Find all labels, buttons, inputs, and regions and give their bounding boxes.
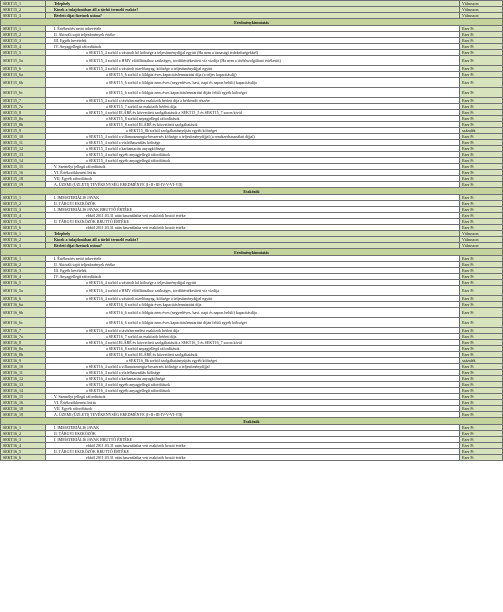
unit-cell: Ezer Ft xyxy=(460,370,503,376)
row-label: VII. Egyéb ráfordítások xyxy=(46,406,460,412)
row-label: ebből 2011.03.31 után használatba vett eszközök bruttó értéke xyxy=(46,443,460,449)
unit-cell: Ezer Ft xyxy=(460,170,503,176)
row-code: SEKT15_8a xyxy=(1,116,46,122)
row-code: SEKT16_8 xyxy=(1,340,46,346)
row-code: SEKT16_3 xyxy=(1,243,46,249)
row-code: SEKT16_1 xyxy=(1,256,46,262)
unit-cell: Ezer Ft xyxy=(460,268,503,274)
row-label: a SEKT16_4 sorból a villamosenergia-beszerzés költsége a teljesítménydíjjal xyxy=(46,364,460,370)
unit-cell: Ezer Ft xyxy=(460,340,503,346)
row-label: a SEKT16_7 sorból az eszközök bérleti díja xyxy=(46,334,460,340)
row-label: II. Aktivált saját teljesítmények értéke xyxy=(46,32,460,38)
row-label: A. ÜZEMI (ÜZLETI) TEVÉKENYSÉG EREDMÉNYE (I+II+III-IV-V-VI-VII) xyxy=(46,412,460,418)
row-code: SEKT15_19 xyxy=(1,182,46,188)
row-label: a SEKT15_6 sorból a földgáz nem éves (negyedéves, havi, napi és napon belüli) kapacitásdíja xyxy=(46,78,460,88)
row-label: IV. Anyagjellegű ráfordítások xyxy=(46,44,460,50)
unit-cell: Ezer Ft xyxy=(460,308,503,318)
row-code: SEKT15_2 xyxy=(1,32,46,38)
row-label: III. Egyéb bevételek xyxy=(46,38,460,44)
row-code: SEKT16_7a xyxy=(1,334,46,340)
unit-cell: Ezer Ft xyxy=(460,44,503,50)
unit-cell: Ezer Ft xyxy=(460,78,503,88)
row-label: a SEKT15_6 sorból a földgáz éves kapacitásfenntartási díja (a teljes kapacitásdíj) xyxy=(46,72,460,78)
unit-cell: százalék xyxy=(460,128,503,134)
row-code: SEKT16_3 xyxy=(1,437,46,443)
row-code: SEKT16_6 xyxy=(1,296,46,302)
row-label: II. Aktivált saját teljesítmények értéke xyxy=(46,262,460,268)
row-code: SEKT15_6 xyxy=(1,66,46,72)
row-code: SEKT15_7a xyxy=(1,104,46,110)
row-label: II. TÁRGYI ESZKÖZÖK xyxy=(46,201,460,207)
select-dropdown[interactable]: Válasszon xyxy=(460,243,503,249)
row-label: a SEKT15_6 sorból a földgáz nem éves kapacitásfenntartási díján felüli egyéb költségei xyxy=(46,88,460,98)
row-code: SEKT16_5 xyxy=(1,449,46,455)
unit-cell: Ezer Ft xyxy=(460,195,503,201)
table-row xyxy=(1,78,503,88)
section-title: Eszközök xyxy=(1,418,503,425)
unit-cell: Ezer Ft xyxy=(460,262,503,268)
unit-cell: Ezer Ft xyxy=(460,158,503,164)
row-label: a SEKT15_7 sorból az eszközök bérleti díja xyxy=(46,104,460,110)
unit-cell: Ezer Ft xyxy=(460,26,503,32)
row-code: SEKT16_2 xyxy=(1,237,46,243)
row-code: SEKT15_16 xyxy=(1,170,46,176)
row-label: a SEKT16_6 sorból a földgáz nem éves (negyedéves, havi, napi és napon belüli) kapacitásdíja xyxy=(46,308,460,318)
row-code: SEKT16_4 xyxy=(1,443,46,449)
unit-cell: Ezer Ft xyxy=(460,388,503,394)
row-code: SEKT15_7 xyxy=(1,98,46,104)
unit-cell: Ezer Ft xyxy=(460,110,503,116)
row-code: SEKT16_18 xyxy=(1,406,46,412)
row-code: SEKT16_8b xyxy=(1,352,46,358)
row-code: SEKT15_8 xyxy=(1,110,46,116)
unit-cell: Ezer Ft xyxy=(460,116,503,122)
unit-cell: Ezer Ft xyxy=(460,334,503,340)
row-label: a SEKT16_8 sorból ELÁBÉ és közvetített szolgáltatások xyxy=(46,352,460,358)
section-title: Eredménykimutatás xyxy=(1,19,503,26)
table-row xyxy=(1,56,503,66)
row-code: SEKT15_13 xyxy=(1,152,46,158)
unit-cell: Ezer Ft xyxy=(460,328,503,334)
unit-cell: Ezer Ft xyxy=(460,449,503,455)
row-label: ebből 2011.03.31 után használatba vett eszközök bruttó értéke xyxy=(46,455,460,461)
unit-cell: Ezer Ft xyxy=(460,346,503,352)
row-code: SEKT16_1 xyxy=(1,231,46,237)
row-code: SEKT16_6b xyxy=(1,308,46,318)
row-label: I. IMMATERIÁLIS JAVAK BRUTTÓ ÉRTÉKE xyxy=(46,207,460,213)
row-code: SEKT15_1 xyxy=(1,1,46,7)
row-code: SEKT16_12 xyxy=(1,376,46,382)
row-code: SEKT16_6c xyxy=(1,318,46,328)
section-header-row xyxy=(1,188,503,195)
unit-cell: Ezer Ft xyxy=(460,140,503,146)
row-label: IV. Anyagjellegű ráfordítások xyxy=(46,274,460,280)
row-label: a SEKT16_8 sorból anyagjellegű ráfordítások xyxy=(46,346,460,352)
unit-cell: Ezer Ft xyxy=(460,318,503,328)
section-title: Eredménykimutatás xyxy=(1,249,503,256)
unit-cell: Ezer Ft xyxy=(460,443,503,449)
row-code: SEKT16_4 xyxy=(1,274,46,280)
unit-cell: Ezer Ft xyxy=(460,455,503,461)
row-code: SEKT15_18 xyxy=(1,176,46,182)
row-label: a SEKT15_4 sorból a távhőtermelési eszközök bérleti díja a bérbeadó részére xyxy=(46,98,460,104)
row-label: II. TÁRGYI ESZKÖZÖK BRUTTÓ ÉRTÉKE xyxy=(46,219,460,225)
row-code: SEKT16_14 xyxy=(1,388,46,394)
row-label: a SEKT16_6 sorból a földgáz nem éves kapacitásfenntartási díján felüli egyéb költségei xyxy=(46,318,460,328)
row-code: SEKT16_10 xyxy=(1,364,46,370)
row-label: I. IMMATERIÁLIS JAVAK xyxy=(46,425,460,431)
table-row xyxy=(1,318,503,328)
row-label: Bérleti díjat fizetnek utána? xyxy=(46,243,460,249)
row-label: a SEKT15_4 sorból a vásárolt tüzelőanyag, költsége a teljesítménydíjjal együtt xyxy=(46,66,460,72)
unit-cell: Ezer Ft xyxy=(460,382,503,388)
row-code: SEKT15_3 xyxy=(1,38,46,44)
row-label: III. Egyéb bevételek xyxy=(46,268,460,274)
row-code: SEKT15_10 xyxy=(1,134,46,140)
unit-cell: százalék xyxy=(460,358,503,364)
unit-cell: Ezer Ft xyxy=(460,425,503,431)
unit-cell: Ezer Ft xyxy=(460,134,503,140)
unit-cell: Ezer Ft xyxy=(460,56,503,66)
row-code: SEKT16_3 xyxy=(1,268,46,274)
table-row xyxy=(1,88,503,98)
row-code: SEKT15_6 xyxy=(1,225,46,231)
row-code: SEKT15_2 xyxy=(1,201,46,207)
select-dropdown[interactable]: Válasszon xyxy=(460,13,503,19)
unit-cell: Ezer Ft xyxy=(460,122,503,128)
unit-cell: Ezer Ft xyxy=(460,152,503,158)
unit-cell: Ezer Ft xyxy=(460,32,503,38)
table-row xyxy=(1,308,503,318)
row-code: SEKT15_4 xyxy=(1,213,46,219)
unit-cell: Ezer Ft xyxy=(460,38,503,44)
section-title: Eszközök xyxy=(1,188,503,195)
row-label: a SEKT15_4 sorból egyéb anyagjellegű ráfordítások xyxy=(46,158,460,164)
unit-cell: Ezer Ft xyxy=(460,201,503,207)
unit-cell: Ezer Ft xyxy=(460,219,503,225)
unit-cell: Ezer Ft xyxy=(460,146,503,152)
select-dropdown[interactable]: Válasszon xyxy=(460,231,503,237)
unit-cell: Ezer Ft xyxy=(460,376,503,382)
row-label: a SEKT15_4 sorból a villamosenergia-beszerzés költsége a teljesítménydíjjal (a rendszerhasználati díjjal) xyxy=(46,134,460,140)
row-label: a SEKT15_4 sorból a HMV előállításához szükséges, továbbértékesített víz vízdíja (Ha nem a távhőszolgáltató értékesíti) xyxy=(46,56,460,66)
row-label: I. IMMATERIÁLIS JAVAK BRUTTÓ ÉRTÉKE xyxy=(46,437,460,443)
row-label: V. Személyi jellegű ráfordítások xyxy=(46,394,460,400)
row-code: SEKT15_3 xyxy=(1,13,46,19)
row-label: Telephely xyxy=(46,1,460,7)
row-label: a SEKT15_8b sorból szolgáltatásnyújtás egyéb költségei xyxy=(46,128,460,134)
select-dropdown[interactable]: Válasszon xyxy=(460,7,503,13)
row-code: SEKT15_12 xyxy=(1,146,46,152)
row-label: I. IMMATERIÁLIS JAVAK xyxy=(46,195,460,201)
unit-cell: Ezer Ft xyxy=(460,72,503,78)
row-label: a SEKT16_4 sorból ELÁBÉ és közvetített szolgáltatások a SEKT16_5 és SEKT16_7 soron kívül xyxy=(46,340,460,346)
row-code: SEKT16_11 xyxy=(1,370,46,376)
row-code: SEKT16_6a xyxy=(1,302,46,308)
table-row xyxy=(1,455,503,461)
row-label: II. TÁRGYI ESZKÖZÖK BRUTTÓ ÉRTÉKE xyxy=(46,449,460,455)
unit-cell: Ezer Ft xyxy=(460,182,503,188)
row-code: SEKT16_9 xyxy=(1,358,46,364)
row-label: a SEKT15_8 sorból anyagjellegű ráfordítások xyxy=(46,116,460,122)
unit-cell: Ezer Ft xyxy=(460,352,503,358)
unit-cell: Ezer Ft xyxy=(460,104,503,110)
row-code: SEKT16_16 xyxy=(1,400,46,406)
row-code: SEKT15_5 xyxy=(1,219,46,225)
unit-cell: Ezer Ft xyxy=(460,296,503,302)
row-code: SEKT16_15 xyxy=(1,394,46,400)
row-label: Kinek a tulajdonában áll a távhő termelő eszköz? xyxy=(46,7,460,13)
unit-cell: Ezer Ft xyxy=(460,213,503,219)
unit-cell: Ezer Ft xyxy=(460,88,503,98)
row-code: SEKT16_6 xyxy=(1,455,46,461)
select-dropdown[interactable]: Válasszon xyxy=(460,1,503,7)
unit-cell: Ezer Ft xyxy=(460,394,503,400)
row-code: SEKT15_5a xyxy=(1,56,46,66)
row-label: V. Személyi jellegű ráfordítások xyxy=(46,164,460,170)
row-label: I. Értékesítés nettó árbevétele xyxy=(46,26,460,32)
unit-cell: Ezer Ft xyxy=(460,364,503,370)
row-label: a SEKT16_6 sorból a földgáz éves kapacitásfenntartási díja xyxy=(46,302,460,308)
unit-cell: Ezer Ft xyxy=(460,412,503,418)
unit-cell: Ezer Ft xyxy=(460,207,503,213)
unit-cell: Ezer Ft xyxy=(460,66,503,72)
row-code: SEKT16_2 xyxy=(1,262,46,268)
row-code: SEKT15_1 xyxy=(1,26,46,32)
table-body xyxy=(1,1,503,461)
row-label: a SEKT15_4 sorból ELÁBÉ és közvetített szolgáltatások a SEKT15_5 és SEKT15_7 soron kívül xyxy=(46,110,460,116)
unit-cell: Ezer Ft xyxy=(460,280,503,286)
section-header-row xyxy=(1,249,503,256)
unit-cell: Ezer Ft xyxy=(460,176,503,182)
row-code: SEKT15_1 xyxy=(1,195,46,201)
row-code: SEKT15_4 xyxy=(1,44,46,50)
row-code: SEKT16_7 xyxy=(1,328,46,334)
unit-cell: Ezer Ft xyxy=(460,50,503,56)
row-label: a SEKT15_4 sorból a karbantartás anyagköltsége xyxy=(46,146,460,152)
row-code: SEKT16_19 xyxy=(1,412,46,418)
unit-cell: Ezer Ft xyxy=(460,400,503,406)
row-label: ebből 2011.03.31 után használatba vett eszközök bruttó értéke xyxy=(46,213,460,219)
select-dropdown[interactable]: Válasszon xyxy=(460,237,503,243)
unit-cell: Ezer Ft xyxy=(460,164,503,170)
unit-cell: Ezer Ft xyxy=(460,225,503,231)
unit-cell: Ezer Ft xyxy=(460,302,503,308)
table-row xyxy=(1,286,503,296)
row-code: SEKT15_6c xyxy=(1,88,46,98)
row-label: Kinek a tulajdonában áll a távhő termelő eszköz? xyxy=(46,237,460,243)
row-label: a SEKT16_4 sorból a karbantartás anyagköltsége xyxy=(46,376,460,382)
row-label: VII. Egyéb ráfordítások xyxy=(46,176,460,182)
unit-cell: Ezer Ft xyxy=(460,286,503,296)
row-code: SEKT15_3 xyxy=(1,207,46,213)
row-code: SEKT15_11 xyxy=(1,140,46,146)
row-code: SEKT15_2 xyxy=(1,7,46,13)
row-code: SEKT15_6b xyxy=(1,78,46,88)
row-label: a SEKT15_8 sorból ELÁBÉ és közvetített szolgáltatások xyxy=(46,122,460,128)
row-label: a SEKT16_4 sorból a vásárolt tüzelőanyag, költsége a teljesítménydíjjal együtt xyxy=(46,296,460,302)
row-label: a SEKT15_4 sorból a vásárolt hő költsége a teljesítménydíjjal együtt (Ha nem a társasági érdekeltségekkel) xyxy=(46,50,460,56)
unit-cell: Ezer Ft xyxy=(460,437,503,443)
unit-cell: Ezer Ft xyxy=(460,274,503,280)
unit-cell: Ezer Ft xyxy=(460,98,503,104)
row-label: a SEKT16_4 sorból a távhőtermelési eszközök bérleti díja xyxy=(46,328,460,334)
row-code: SEKT16_8a xyxy=(1,346,46,352)
row-code: SEKT15_15 xyxy=(1,164,46,170)
row-code: SEKT15_8b xyxy=(1,122,46,128)
row-label: a SEKT16_4 sorból a vízfelhasználás költsége xyxy=(46,370,460,376)
row-label: Bérleti díjat fizetnek utána? xyxy=(46,13,460,19)
row-code: SEKT15_6a xyxy=(1,72,46,78)
section-header-row xyxy=(1,19,503,26)
row-code: SEKT16_2 xyxy=(1,431,46,437)
row-code: SEKT16_1 xyxy=(1,425,46,431)
row-code: SEKT16_5a xyxy=(1,286,46,296)
row-label: a SEKT15_4 sorból a vízfelhasználás költsége xyxy=(46,140,460,146)
row-label: A. ÜZEMI (ÜZLETI) TEVÉKENYSÉG EREDMÉNYE (I+II+III-IV-V-VI-VII) xyxy=(46,182,460,188)
row-label: a SEKT16_4 sorból a vásárolt hő költsége a teljesítménydíjjal együtt xyxy=(46,280,460,286)
row-code: SEKT15_14 xyxy=(1,158,46,164)
row-code: SEKT15_9 xyxy=(1,128,46,134)
row-code: SEKT16_13 xyxy=(1,382,46,388)
row-label: I. Értékesítés nettó árbevétele xyxy=(46,256,460,262)
unit-cell: Ezer Ft xyxy=(460,431,503,437)
row-label: a SEKT16_4 sorból egyéb anyagjellegű ráfordítások xyxy=(46,388,460,394)
unit-cell: Ezer Ft xyxy=(460,406,503,412)
row-label: VI. Értékcsökkenési leírás xyxy=(46,170,460,176)
row-code: SEKT16_5 xyxy=(1,280,46,286)
row-label: a SEKT15_4 sorból egyéb anyagjellegű ráfordítások xyxy=(46,152,460,158)
row-label: VI. Értékcsökkenési leírás xyxy=(46,400,460,406)
row-label: a SEKT16_4 sorból a HMV előállításához szükséges, továbbértékesített víz vízdíja xyxy=(46,286,460,296)
row-label: a SEKT16_8b sorból szolgáltatásnyújtás egyéb költségei xyxy=(46,358,460,364)
section-header-row xyxy=(1,418,503,425)
row-label: ebből 2011.03.31 után használatba vett eszközök bruttó értéke xyxy=(46,225,460,231)
row-label: a SEKT16_4 sorból egyéb anyagjellegű ráfordítások xyxy=(46,382,460,388)
row-label: Telephely xyxy=(46,231,460,237)
row-code: SEKT15_5 xyxy=(1,50,46,56)
unit-cell: Ezer Ft xyxy=(460,256,503,262)
row-label: II. TÁRGYI ESZKÖZÖK xyxy=(46,431,460,437)
